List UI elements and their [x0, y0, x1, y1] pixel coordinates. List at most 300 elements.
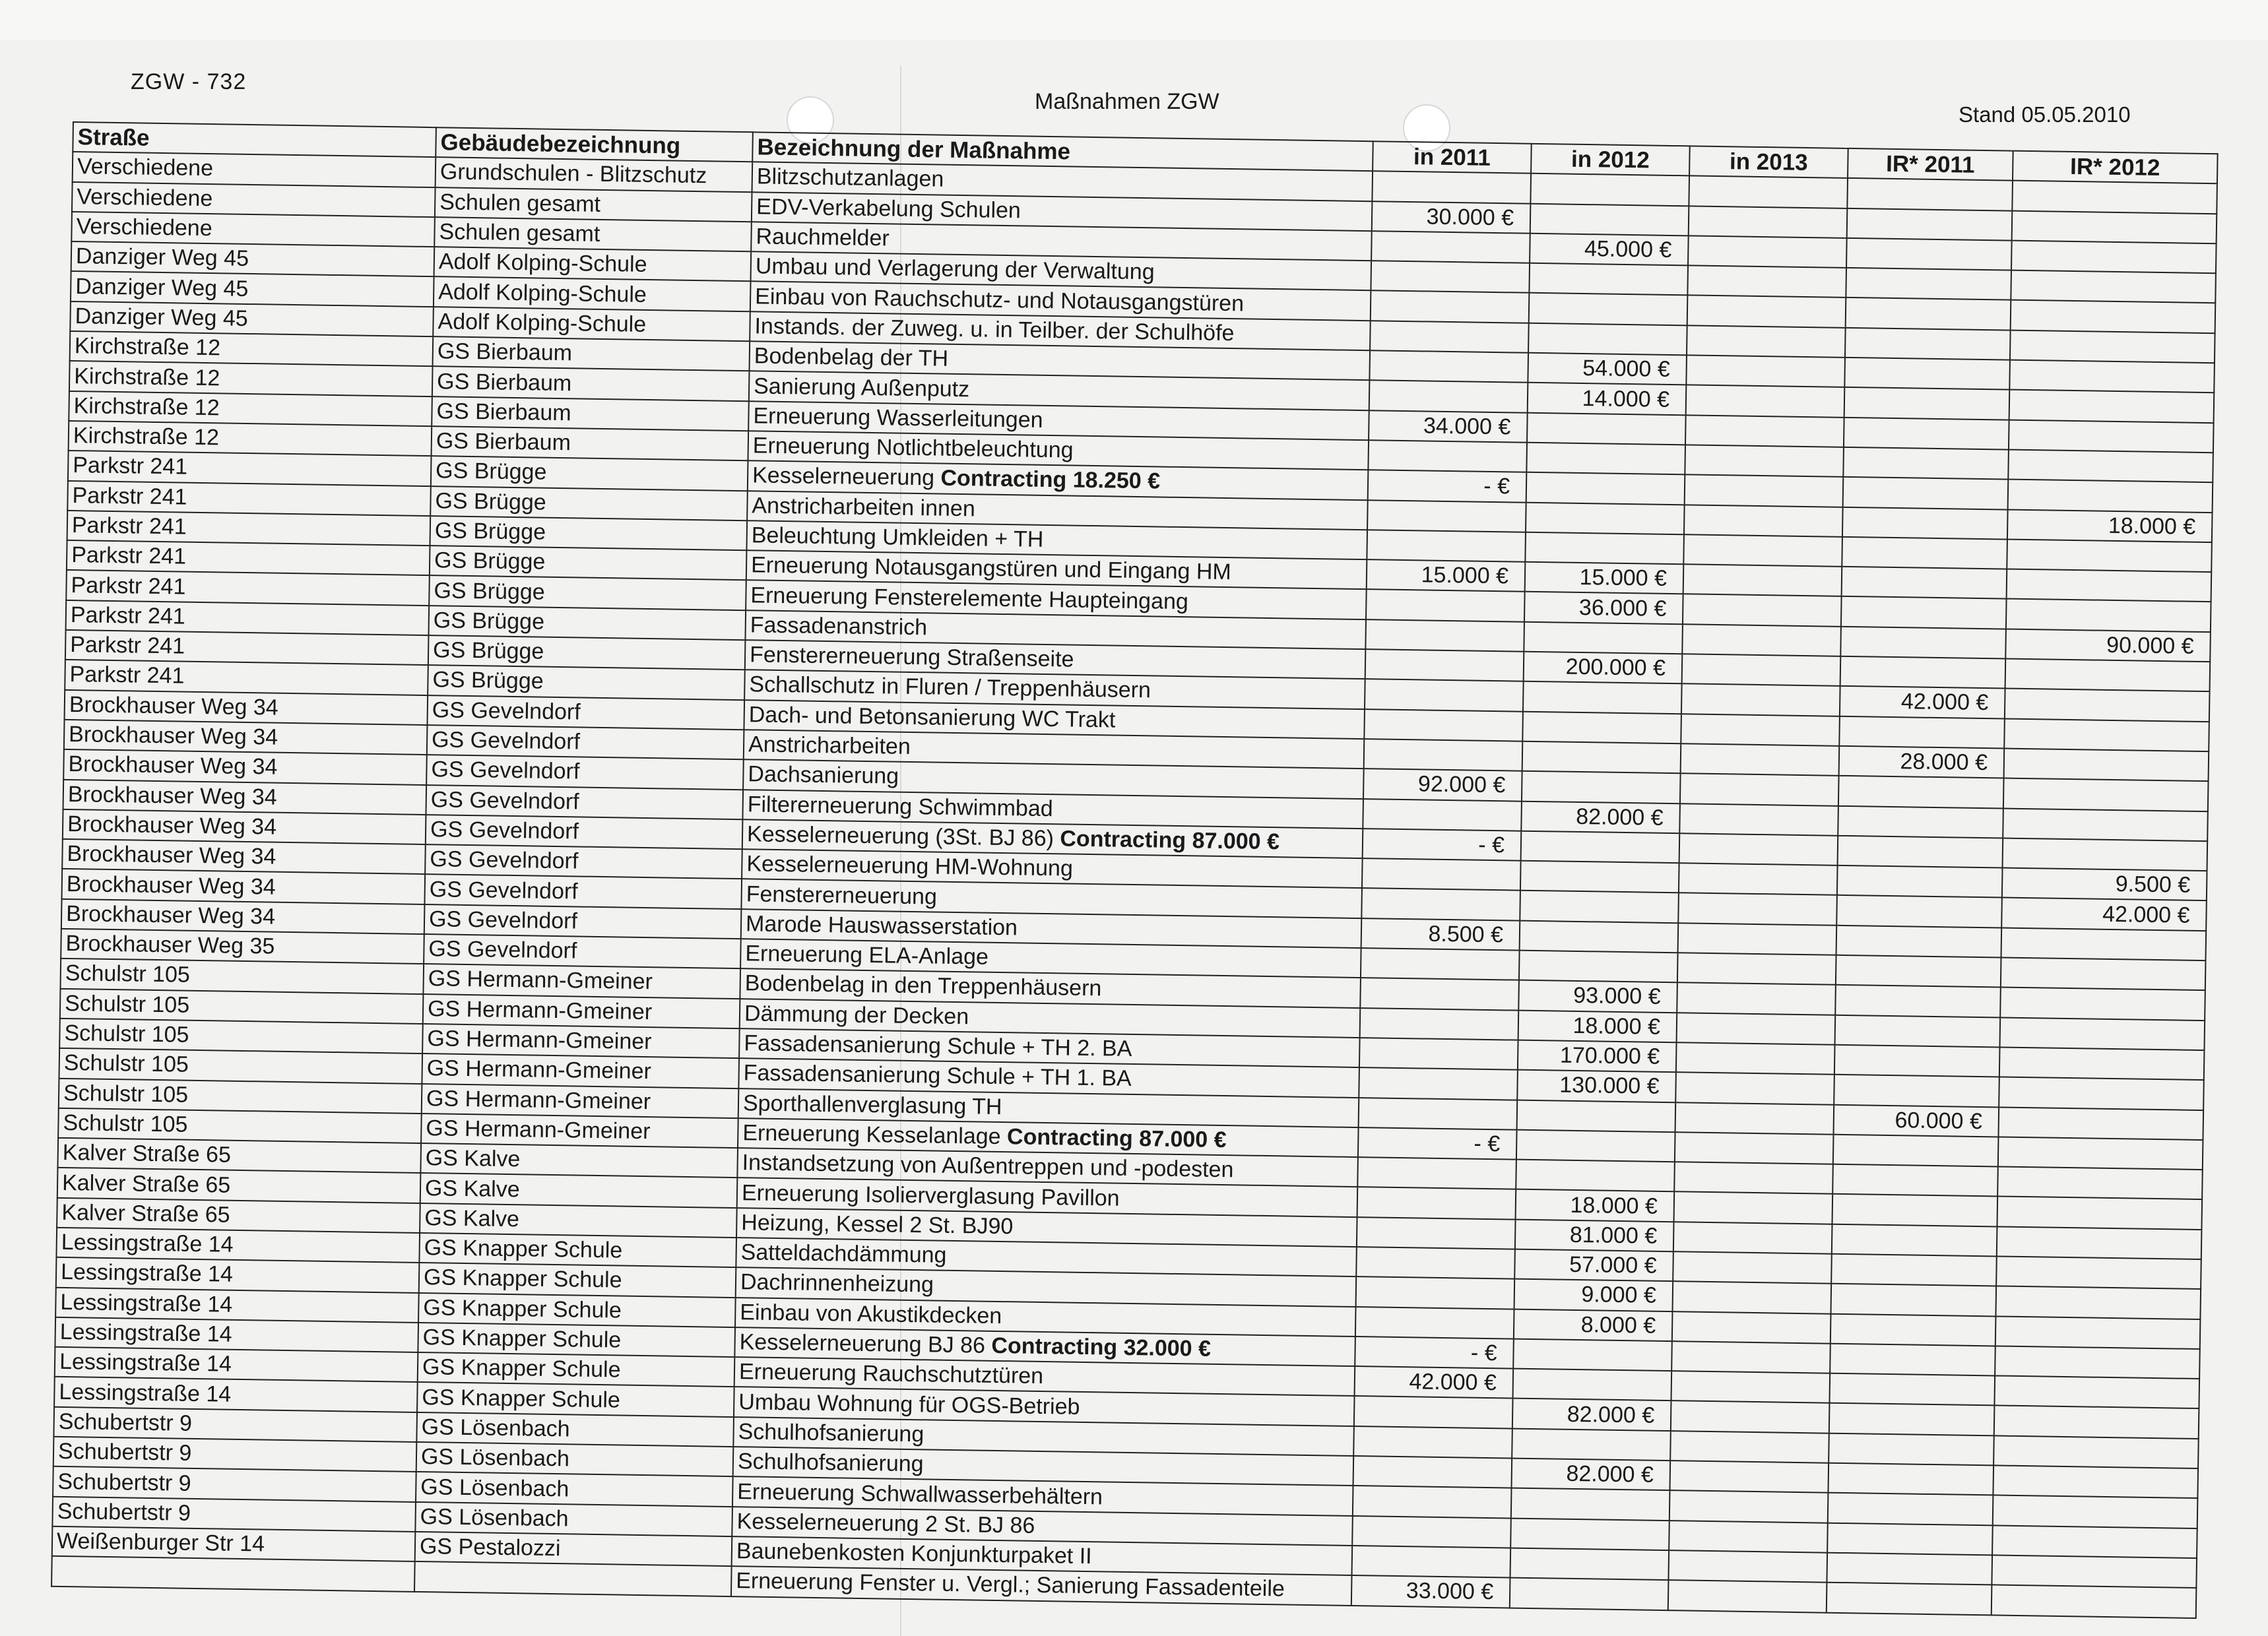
cell-strasse: Danziger Weg 45 — [70, 301, 434, 336]
cell-2011 — [1353, 1486, 1512, 1518]
cell-2012 — [1513, 1369, 1672, 1401]
cell-ir-2012 — [2000, 988, 2205, 1021]
column-header-2012: in 2012 — [1531, 144, 1690, 176]
cell-gebaeude: GS Bierbaum — [432, 426, 749, 460]
cell-2012 — [1510, 1548, 1669, 1581]
document-title: Maßnahmen ZGW — [1035, 89, 1219, 114]
cell-gebaeude: GS Hermann-Gmeiner — [423, 964, 740, 998]
cell-2011 — [1357, 1217, 1516, 1249]
cell-ir-2012 — [2009, 390, 2215, 423]
cell-ir-2012 — [2007, 569, 2212, 602]
cell-gebaeude: GS Bierbaum — [432, 396, 749, 431]
cell-2011: 42.000 € — [1355, 1366, 1514, 1399]
cell-2013 — [1685, 445, 1844, 477]
cell-2013 — [1673, 1281, 1832, 1313]
cell-ir-2012 — [2003, 778, 2209, 811]
cell-ir-2011 — [1832, 1224, 1997, 1256]
cell-gebaeude: GS Hermann-Gmeiner — [422, 1084, 739, 1118]
cell-gebaeude: GS Knapper Schule — [418, 1293, 736, 1327]
measure-text: Kesselerneuerung HM-Wohnung — [746, 851, 1074, 881]
cell-ir-2012 — [1993, 1435, 2199, 1468]
cell-2011 — [1364, 709, 1523, 741]
column-header-massnahme: Bezeichnung der Maßnahme — [752, 132, 1373, 171]
measure-text: Bodenbelag der TH — [754, 343, 949, 371]
cell-2013 — [1677, 1013, 1836, 1045]
document-date: Stand 05.05.2010 — [1959, 102, 2131, 127]
cell-ir-2011 — [1846, 238, 2012, 270]
cell-2011 — [1366, 590, 1525, 622]
cell-strasse: Brockhauser Weg 34 — [63, 809, 426, 844]
cell-gebaeude: GS Brügge — [428, 635, 746, 670]
cell-ir-2012 — [2011, 241, 2217, 274]
cell-2012: 8.000 € — [1514, 1309, 1673, 1341]
cell-strasse: Schubertstr 9 — [53, 1466, 416, 1501]
cell-gebaeude: GS Kalve — [420, 1173, 738, 1207]
measure-text: Instandsetzung von Außentreppen und -podesten — [742, 1150, 1234, 1183]
cell-2013 — [1673, 1251, 1832, 1284]
cell-strasse: Brockhauser Weg 34 — [63, 749, 427, 784]
measure-text: Erneuerung Rauchschutztüren — [738, 1359, 1044, 1389]
cell-2012 — [1522, 771, 1681, 803]
cell-2013 — [1670, 1431, 1829, 1463]
cell-2012 — [1510, 1578, 1669, 1610]
cell-strasse: Parkstr 241 — [67, 511, 431, 546]
cell-gebaeude: GS Bierbaum — [433, 336, 750, 371]
cell-2012 — [1524, 621, 1683, 654]
cell-ir-2012 — [1995, 1286, 2201, 1319]
cell-2013 — [1689, 206, 1848, 238]
cell-ir-2012 — [1997, 1226, 2202, 1259]
cell-2011: - € — [1355, 1337, 1514, 1369]
cell-2012: 57.000 € — [1514, 1249, 1673, 1282]
cell-2011 — [1359, 1067, 1518, 1100]
cell-ir-2011 — [1837, 865, 2003, 898]
cell-gebaeude: GS Gevelndorf — [425, 844, 742, 879]
cell-strasse: Schulstr 105 — [60, 959, 424, 993]
cell-2012: 18.000 € — [1516, 1189, 1675, 1222]
cell-strasse: Lessingstraße 14 — [54, 1377, 418, 1412]
cell-strasse: Kirchstraße 12 — [70, 331, 434, 366]
cell-ir-2012 — [1993, 1465, 2198, 1498]
cell-gebaeude: GS Hermann-Gmeiner — [421, 1114, 738, 1148]
measure-text: Schulhofsanierung — [738, 1419, 924, 1447]
measure-text: Erneuerung Notausgangstüren und Eingang HM — [750, 552, 1232, 585]
cell-ir-2011 — [1842, 507, 2008, 539]
cell-strasse: Verschiedene — [71, 212, 435, 247]
cell-ir-2011 — [1828, 1493, 1993, 1525]
cell-ir-2012: 42.000 € — [2001, 898, 2207, 931]
cell-2013 — [1674, 1192, 1833, 1224]
cell-ir-2012 — [2010, 330, 2215, 363]
cell-2012 — [1530, 203, 1689, 236]
cell-ir-2011 — [1830, 1344, 1995, 1376]
measure-text: Satteldachdämmung — [740, 1240, 947, 1268]
cell-strasse: Lessingstraße 14 — [55, 1287, 419, 1322]
cell-gebaeude: GS Gevelndorf — [424, 934, 741, 968]
cell-strasse: Lessingstraße 14 — [56, 1228, 420, 1263]
cell-2013 — [1678, 893, 1837, 926]
measure-text: Blitzschutzanlagen — [756, 164, 944, 193]
cell-2011 — [1369, 381, 1528, 413]
cell-ir-2011: 60.000 € — [1834, 1104, 1999, 1137]
cell-ir-2012 — [2006, 599, 2211, 632]
cell-strasse: Schulstr 105 — [60, 988, 424, 1023]
cell-gebaeude: GS Kalve — [420, 1143, 738, 1178]
cell-2013 — [1679, 863, 1838, 895]
cell-gebaeude: GS Brügge — [430, 516, 748, 550]
cell-gebaeude: GS Hermann-Gmeiner — [422, 1054, 739, 1088]
cell-2012 — [1523, 681, 1682, 714]
cell-ir-2011 — [1835, 1015, 2001, 1047]
cell-ir-2011 — [1836, 955, 2001, 988]
cell-ir-2012 — [2000, 1017, 2205, 1050]
cell-2011 — [1352, 1516, 1511, 1548]
cell-strasse: Schulstr 105 — [58, 1108, 422, 1143]
measure-text: Erneuerung Kesselanlage — [742, 1120, 1008, 1150]
cell-gebaeude: GS Knapper Schule — [418, 1352, 735, 1387]
cell-2013 — [1677, 953, 1836, 985]
cell-ir-2011 — [1843, 447, 2009, 480]
cell-2011: 15.000 € — [1367, 559, 1526, 592]
cell-2013 — [1669, 1490, 1829, 1523]
measure-text: Erneuerung Notlichtbeleuchtung — [752, 433, 1074, 463]
cell-2013 — [1681, 714, 1840, 746]
cell-2011 — [1353, 1456, 1512, 1488]
cell-ir-2012 — [2007, 539, 2212, 572]
measure-text: Erneuerung ELA-Anlage — [745, 941, 989, 970]
cell-strasse: Schulstr 105 — [59, 1078, 422, 1113]
cell-ir-2011 — [1831, 1313, 1996, 1346]
cell-ir-2011 — [1827, 1583, 1992, 1615]
cell-2013 — [1681, 743, 1840, 776]
cell-2013 — [1679, 833, 1838, 865]
cell-ir-2011 — [1831, 1284, 1996, 1316]
cell-2012: 130.000 € — [1517, 1070, 1676, 1102]
cell-2011 — [1359, 1098, 1518, 1130]
cell-ir-2011 — [1844, 418, 2009, 450]
cell-2011 — [1370, 321, 1529, 353]
cell-2013 — [1671, 1401, 1830, 1433]
cell-2012: 170.000 € — [1518, 1040, 1677, 1073]
cell-ir-2011 — [1846, 268, 2011, 300]
measure-text: Fassadensanierung Schule + TH 2. BA — [744, 1030, 1132, 1062]
cell-2011 — [1354, 1396, 1513, 1428]
cell-ir-2011 — [1842, 567, 2007, 599]
cell-2011 — [1365, 619, 1524, 652]
cell-2012: 93.000 € — [1518, 980, 1677, 1013]
cell-ir-2012 — [2004, 748, 2209, 781]
cell-2012: 82.000 € — [1512, 1399, 1671, 1431]
measures-table-wrapper — [51, 121, 2217, 1634]
cell-ir-2011 — [1836, 895, 2002, 928]
cell-ir-2012 — [1999, 1077, 2204, 1110]
cell-2013 — [1668, 1580, 1827, 1612]
cell-ir-2011 — [1829, 1373, 1995, 1406]
measure-text: Schulhofsanierung — [737, 1449, 924, 1477]
cell-strasse: Brockhauser Weg 34 — [63, 779, 427, 814]
cell-2013 — [1676, 1042, 1835, 1075]
cell-2013 — [1675, 1132, 1834, 1164]
cell-2011: 30.000 € — [1372, 201, 1531, 234]
cell-2013 — [1682, 654, 1841, 686]
cell-ir-2012 — [2008, 450, 2213, 483]
cell-ir-2012 — [2012, 210, 2217, 243]
cell-gebaeude: GS Gevelndorf — [427, 725, 744, 759]
cell-2011 — [1360, 978, 1519, 1010]
cell-ir-2011 — [1827, 1553, 1992, 1585]
cell-2011 — [1365, 649, 1524, 681]
cell-gebaeude: GS Knapper Schule — [419, 1233, 736, 1267]
cell-strasse: Parkstr 241 — [66, 600, 430, 635]
cell-ir-2012 — [2008, 480, 2213, 513]
cell-gebaeude: GS Kalve — [420, 1203, 737, 1238]
measure-text: Kesselerneuerung (3St. BJ 86) — [746, 821, 1060, 852]
cell-2011 — [1357, 1187, 1516, 1219]
cell-ir-2011 — [1832, 1194, 1997, 1226]
cell-2013 — [1682, 624, 1841, 656]
measure-text: Einbau von Rauchschutz- und Notausgangstüren — [754, 283, 1245, 316]
cell-gebaeude: Grundschulen - Blitzschutz — [436, 157, 753, 191]
cell-gebaeude: GS Knapper Schule — [419, 1263, 736, 1297]
cell-ir-2011 — [1842, 537, 2007, 569]
cell-ir-2011 — [1834, 1045, 2000, 1077]
cell-strasse: Parkstr 241 — [67, 481, 431, 516]
cell-2011 — [1356, 1247, 1515, 1279]
measure-text: Dach- und Betonsanierung WC Trakt — [748, 702, 1116, 733]
cell-2013 — [1679, 803, 1838, 836]
contracting-note: Contracting 87.000 € — [1006, 1124, 1227, 1153]
cell-ir-2011 — [1843, 477, 2009, 509]
contracting-note: Contracting 18.250 € — [940, 465, 1161, 494]
column-header-strasse: Straße — [73, 122, 436, 157]
cell-gebaeude: GS Brügge — [429, 606, 746, 640]
measure-text: Fassadensanierung Schule + TH 1. BA — [743, 1060, 1132, 1092]
measure-text: Kesselerneuerung — [752, 462, 941, 491]
cell-2012: 9.000 € — [1514, 1279, 1673, 1311]
measure-text: Einbau von Akustikdecken — [740, 1299, 1002, 1329]
cell-strasse: Kalver Straße 65 — [57, 1198, 420, 1233]
cell-strasse — [51, 1556, 415, 1591]
measure-text: Bodenbelag in den Treppenhäusern — [744, 970, 1102, 1001]
cell-2012: 81.000 € — [1515, 1219, 1674, 1251]
cell-gebaeude: GS Brügge — [430, 546, 747, 580]
cell-ir-2012 — [1996, 1256, 2201, 1289]
cell-ir-2012 — [2011, 270, 2216, 303]
cell-gebaeude: GS Brügge — [431, 456, 748, 490]
cell-ir-2012 — [2011, 300, 2216, 333]
measure-text: Fassadenanstrich — [750, 612, 928, 641]
cell-2012 — [1520, 891, 1679, 923]
cell-strasse: Brockhauser Weg 34 — [62, 869, 426, 904]
cell-gebaeude: GS Brügge — [428, 665, 745, 699]
cell-ir-2012 — [1998, 1137, 2203, 1170]
cell-2012: 18.000 € — [1518, 1010, 1677, 1042]
cell-gebaeude: GS Lösenbach — [415, 1502, 732, 1536]
measure-text: Dachrinnenheizung — [740, 1269, 934, 1298]
cell-gebaeude: GS Gevelndorf — [426, 785, 743, 819]
cell-2013 — [1674, 1162, 1833, 1194]
cell-ir-2011 — [1833, 1135, 1999, 1167]
cell-ir-2012: 90.000 € — [2005, 629, 2211, 662]
cell-ir-2012 — [2003, 838, 2208, 871]
cell-ir-2011 — [1838, 805, 2003, 838]
cell-gebaeude: GS Gevelndorf — [424, 904, 742, 939]
cell-ir-2012 — [1994, 1376, 2199, 1409]
cell-gebaeude: GS Hermann-Gmeiner — [422, 1024, 740, 1058]
cell-2013 — [1686, 385, 1845, 418]
cell-ir-2012 — [1998, 1107, 2203, 1140]
measure-text: Umbau und Verlagerung der Verwaltung — [755, 253, 1155, 285]
cell-2013 — [1688, 236, 1847, 268]
cell-ir-2012 — [1992, 1585, 2197, 1618]
cell-2013 — [1673, 1222, 1832, 1254]
cell-2013 — [1678, 923, 1837, 955]
cell-ir-2011 — [1838, 776, 2004, 808]
cell-ir-2011: 28.000 € — [1839, 746, 2005, 778]
measure-text: Fenstererneuerung Straßenseite — [749, 642, 1074, 672]
cell-2011 — [1364, 739, 1523, 771]
cell-2013 — [1686, 355, 1845, 387]
column-header-ir-2012: IR* 2012 — [2013, 151, 2218, 184]
contracting-note: Contracting 87.000 € — [1060, 826, 1280, 855]
cell-2011 — [1361, 948, 1520, 980]
cell-ir-2011 — [1841, 596, 2007, 629]
cell-strasse: Verschiedene — [73, 152, 436, 187]
cell-2012 — [1526, 472, 1685, 505]
cell-2013 — [1681, 684, 1840, 716]
cell-ir-2011 — [1845, 328, 2011, 360]
cell-strasse: Schubertstr 9 — [52, 1496, 416, 1531]
cell-2013 — [1671, 1371, 1830, 1403]
cell-ir-2012 — [2005, 659, 2211, 692]
cell-gebaeude: GS Brügge — [430, 486, 748, 520]
cell-gebaeude: GS Lösenbach — [416, 1442, 734, 1476]
measure-text: EDV-Verkabelung Schulen — [756, 194, 1021, 224]
cell-ir-2011: 42.000 € — [1840, 686, 2005, 718]
cell-strasse: Weißenburger Str 14 — [52, 1526, 416, 1561]
measure-text: Erneuerung Schwallwasserbehältern — [737, 1478, 1103, 1509]
cell-2013 — [1677, 983, 1836, 1015]
measure-text: Rauchmelder — [756, 224, 890, 251]
measure-text: Erneuerung Isolierverglasung Pavillon — [741, 1180, 1120, 1211]
cell-ir-2012 — [1997, 1167, 2203, 1200]
measure-text: Schallschutz in Fluren / Treppenhäusern — [749, 672, 1151, 703]
cell-2011: - € — [1363, 829, 1522, 861]
cell-ir-2012 — [1995, 1346, 2200, 1379]
cell-strasse: Brockhauser Weg 34 — [61, 899, 425, 934]
cell-2013 — [1669, 1461, 1829, 1493]
cell-gebaeude: GS Gevelndorf — [426, 815, 743, 849]
cell-strasse: Lessingstraße 14 — [55, 1317, 418, 1352]
cell-2013 — [1683, 564, 1842, 596]
cell-2012 — [1526, 502, 1685, 534]
cell-strasse: Parkstr 241 — [68, 451, 432, 486]
cell-2011 — [1357, 1157, 1516, 1189]
cell-ir-2011 — [1846, 298, 2011, 330]
cell-strasse: Schulstr 105 — [59, 1048, 422, 1083]
cell-2011 — [1355, 1307, 1514, 1339]
measure-text: Erneuerung Wasserleitungen — [753, 403, 1043, 433]
cell-2013 — [1672, 1311, 1831, 1344]
measure-text: Kesselerneuerung BJ 86 — [739, 1329, 992, 1358]
cell-2012 — [1520, 920, 1679, 953]
cell-strasse: Kalver Straße 65 — [57, 1138, 421, 1173]
cell-2013 — [1687, 296, 1846, 328]
cell-ir-2011 — [1831, 1254, 1997, 1286]
cell-strasse: Schubertstr 9 — [53, 1437, 417, 1472]
cell-ir-2012 — [1995, 1316, 2201, 1349]
cell-gebaeude: GS Lösenbach — [416, 1412, 734, 1447]
cell-2013 — [1675, 1072, 1834, 1104]
cell-strasse: Parkstr 241 — [65, 660, 428, 695]
cell-2012 — [1526, 443, 1685, 475]
measure-text: Dachsanierung — [748, 761, 899, 790]
cell-ir-2011 — [1829, 1403, 1995, 1435]
cell-2013 — [1685, 415, 1844, 447]
cell-2012 — [1530, 173, 1689, 206]
cell-ir-2012 — [2003, 808, 2208, 841]
cell-strasse: Parkstr 241 — [65, 630, 429, 665]
cell-2011 — [1365, 679, 1524, 711]
measure-text: Anstricharbeiten innen — [752, 493, 976, 522]
measure-text: Sporthallenverglasung TH — [742, 1090, 1002, 1119]
cell-strasse: Brockhauser Weg 34 — [62, 839, 426, 874]
cell-gebaeude: GS Knapper Schule — [418, 1323, 735, 1357]
cell-ir-2011 — [1829, 1433, 1994, 1465]
cell-strasse: Verschiedene — [72, 182, 436, 217]
cell-2012 — [1521, 831, 1680, 864]
cell-ir-2012 — [1994, 1406, 2199, 1439]
cell-2011 — [1367, 500, 1526, 532]
cell-2011 — [1363, 799, 1522, 831]
cell-ir-2012 — [2005, 689, 2210, 722]
cell-ir-2012 — [1992, 1525, 2197, 1558]
contracting-note: Contracting 32.000 € — [991, 1333, 1212, 1362]
cell-2013 — [1675, 1102, 1834, 1135]
measure-text: Erneuerung Fensterelemente Haupteingang — [750, 582, 1189, 614]
cell-strasse: Lessingstraße 14 — [55, 1347, 418, 1382]
cell-ir-2012: 9.500 € — [2002, 868, 2207, 901]
cell-2011 — [1353, 1426, 1512, 1459]
cell-2013 — [1680, 773, 1839, 805]
cell-2011: 8.500 € — [1361, 918, 1520, 951]
cell-ir-2012 — [1993, 1495, 2198, 1528]
cell-ir-2011 — [1836, 926, 2002, 958]
cell-2012 — [1527, 412, 1686, 445]
cell-strasse: Schulstr 105 — [59, 1019, 423, 1054]
cell-2012 — [1513, 1338, 1672, 1371]
cell-2013 — [1683, 594, 1842, 627]
cell-strasse: Brockhauser Weg 35 — [61, 929, 424, 964]
cell-gebaeude: Schulen gesamt — [435, 187, 752, 222]
cell-2012: 15.000 € — [1525, 562, 1684, 594]
cell-ir-2011 — [1832, 1164, 1998, 1197]
cell-gebaeude: Adolf Kolping-Schule — [433, 307, 750, 341]
measure-text: Baunebenkosten Konjunkturpaket II — [736, 1538, 1092, 1569]
cell-ir-2011 — [1835, 985, 2001, 1017]
cell-2011: 92.000 € — [1363, 769, 1522, 801]
cell-2012 — [1512, 1428, 1671, 1461]
cell-2011 — [1367, 530, 1526, 562]
column-header-ir-2011: IR* 2011 — [1848, 148, 2013, 181]
cell-gebaeude: Adolf Kolping-Schule — [434, 277, 751, 311]
measure-text: Erneuerung Fenster u. Vergl.; Sanierung Fassadenteile — [736, 1568, 1285, 1602]
cell-strasse: Kirchstraße 12 — [69, 361, 433, 396]
cell-2012: 82.000 € — [1512, 1459, 1671, 1491]
cell-gebaeude: GS Brügge — [429, 576, 746, 610]
cell-2011 — [1361, 889, 1520, 921]
cell-2011: 34.000 € — [1369, 410, 1528, 443]
